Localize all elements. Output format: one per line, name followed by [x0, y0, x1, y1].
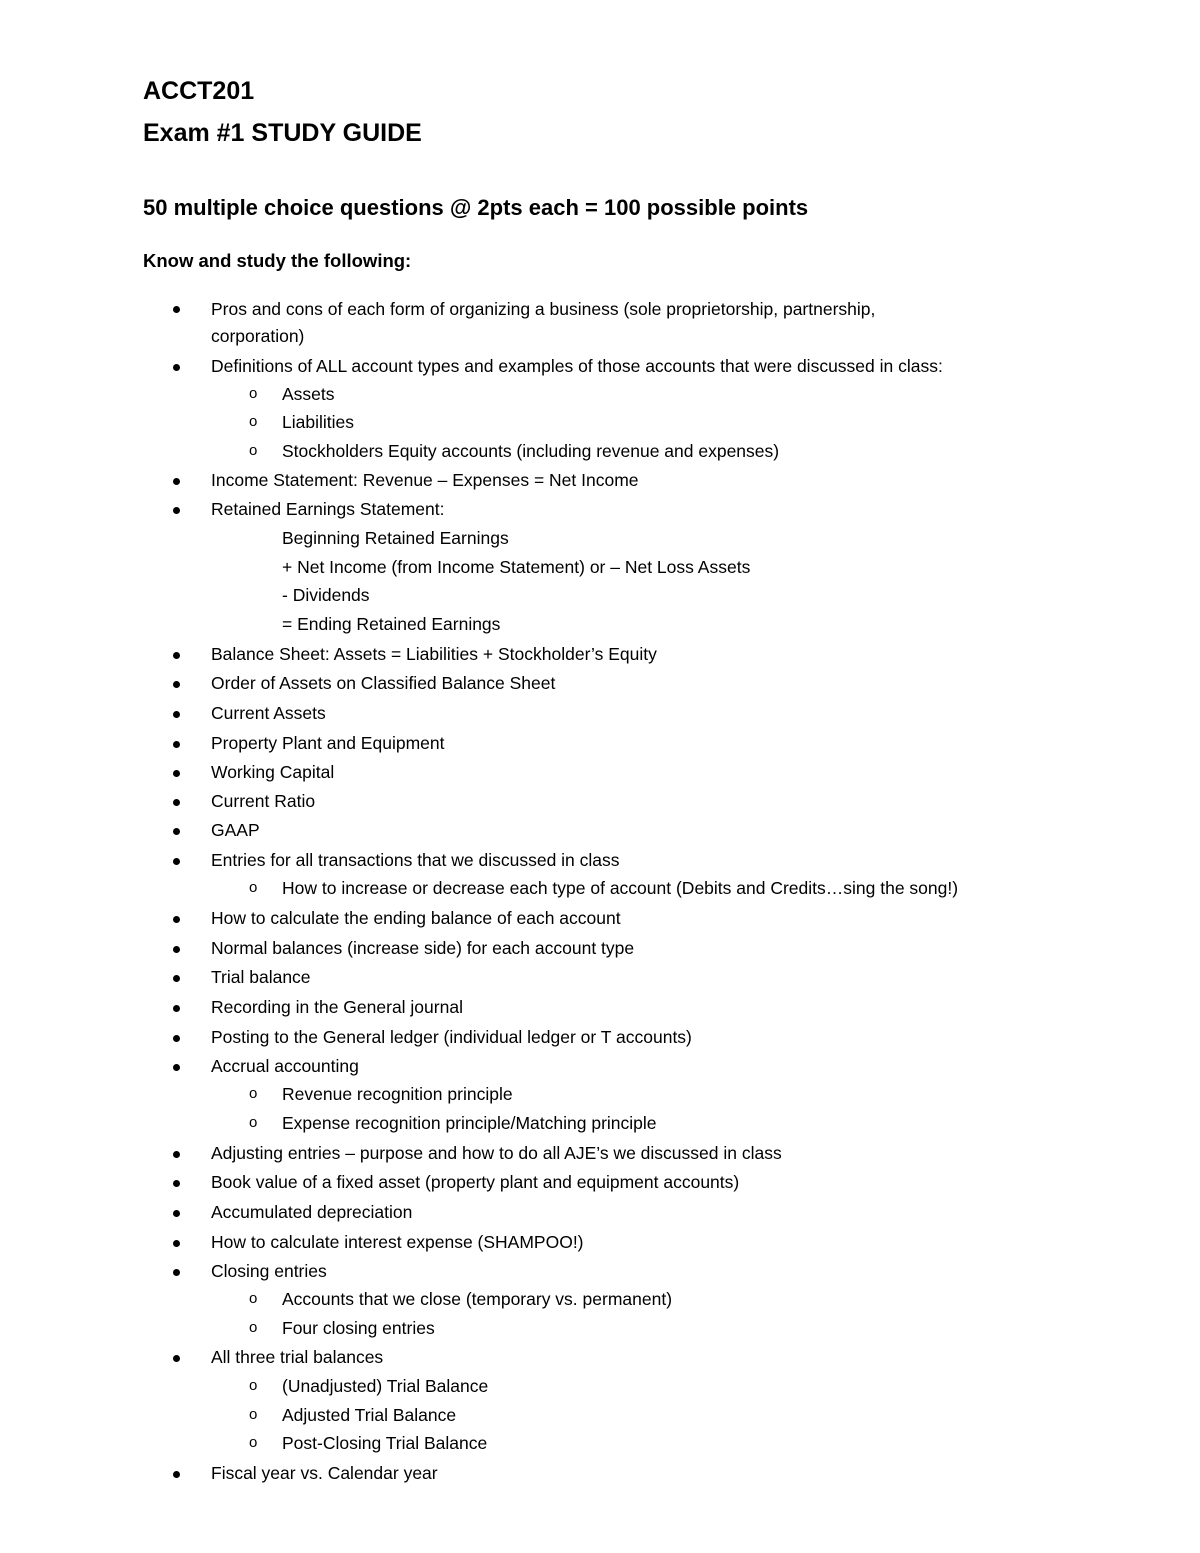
sub-bullet-icon: o: [249, 1434, 258, 1451]
statement-line: - Dividends: [282, 585, 370, 605]
list-item: Income Statement: Revenue – Expenses = Net Income: [211, 470, 639, 490]
bullet-icon: [173, 364, 180, 371]
sub-list-item: Assets: [282, 384, 335, 404]
sub-bullet-icon: o: [249, 385, 258, 402]
list-item: Property Plant and Equipment: [211, 733, 445, 753]
bullet-icon: [173, 799, 180, 806]
sub-list-item: (Unadjusted) Trial Balance: [282, 1376, 489, 1396]
sub-bullet-icon: o: [249, 1319, 258, 1336]
bullet-icon: [173, 770, 180, 777]
sub-list-item: Accounts that we close (temporary vs. permanent): [282, 1289, 673, 1309]
list-item: Accrual accounting: [211, 1056, 359, 1076]
bullet-icon: [173, 916, 180, 923]
list-item-continuation: corporation): [211, 326, 305, 346]
sub-bullet-icon: o: [249, 442, 258, 459]
sub-bullet-icon: o: [249, 1085, 258, 1102]
sub-list-item: Revenue recognition principle: [282, 1084, 513, 1104]
statement-line: Beginning Retained Earnings: [282, 528, 509, 548]
bullet-icon: [173, 741, 180, 748]
list-item: How to calculate interest expense (SHAMPOO!): [211, 1232, 584, 1252]
sub-list-item: Post-Closing Trial Balance: [282, 1433, 488, 1453]
list-item: All three trial balances: [211, 1347, 384, 1367]
sub-bullet-icon: o: [249, 1114, 258, 1131]
bullet-icon: [173, 1005, 180, 1012]
sub-bullet-icon: o: [249, 1377, 258, 1394]
bullet-icon: [173, 711, 180, 718]
list-item: GAAP: [211, 820, 260, 840]
list-item: Book value of a fixed asset (property plant and equipment accounts): [211, 1172, 740, 1192]
bullet-icon: [173, 975, 180, 982]
sub-bullet-icon: o: [249, 1406, 258, 1423]
bullet-icon: [173, 681, 180, 688]
exam-title: Exam #1 STUDY GUIDE: [143, 119, 422, 147]
bullet-icon: [173, 1180, 180, 1187]
sub-list-item: Four closing entries: [282, 1318, 435, 1338]
statement-line: + Net Income (from Income Statement) or – Net Loss Assets: [282, 557, 751, 577]
bullet-icon: [173, 1210, 180, 1217]
sub-bullet-icon: o: [249, 413, 258, 430]
list-item: Working Capital: [211, 762, 335, 782]
list-item: Trial balance: [211, 967, 311, 987]
list-item: Posting to the General ledger (individual ledger or T accounts): [211, 1027, 692, 1047]
bullet-icon: [173, 507, 180, 514]
list-item: Current Ratio: [211, 791, 316, 811]
bullet-icon: [173, 828, 180, 835]
list-item: Recording in the General journal: [211, 997, 463, 1017]
bullet-icon: [173, 858, 180, 865]
list-item: Fiscal year vs. Calendar year: [211, 1463, 438, 1483]
course-code: ACCT201: [143, 77, 255, 105]
bullet-icon: [173, 946, 180, 953]
bullet-icon: [173, 1240, 180, 1247]
bullet-icon: [173, 1471, 180, 1478]
sub-list-item: Stockholders Equity accounts (including revenue and expenses): [282, 441, 780, 461]
list-item: How to calculate the ending balance of each account: [211, 908, 621, 928]
sub-list-item: Liabilities: [282, 412, 354, 432]
sub-list-item: How to increase or decrease each type of account (Debits and Credits…sing the song!): [282, 878, 959, 898]
statement-line: = Ending Retained Earnings: [282, 614, 501, 634]
list-item: Entries for all transactions that we discussed in class: [211, 850, 620, 870]
sub-bullet-icon: o: [249, 879, 258, 896]
bullet-icon: [173, 306, 180, 313]
list-item: Definitions of ALL account types and examples of those accounts that were discussed in class:: [211, 356, 943, 376]
bullet-icon: [173, 1151, 180, 1158]
sub-bullet-icon: o: [249, 1290, 258, 1307]
list-item: Pros and cons of each form of organizing a business (sole proprietorship, partnership,: [211, 299, 876, 319]
sub-list-item: Adjusted Trial Balance: [282, 1405, 457, 1425]
exam-summary: 50 multiple choice questions @ 2pts each = 100 possible points: [143, 195, 809, 220]
study-intro: Know and study the following:: [143, 250, 412, 271]
bullet-icon: [173, 478, 180, 485]
list-item: Current Assets: [211, 703, 326, 723]
bullet-icon: [173, 1355, 180, 1362]
list-item: Normal balances (increase side) for each account type: [211, 938, 635, 958]
list-item: Retained Earnings Statement:: [211, 499, 445, 519]
sub-list-item: Expense recognition principle/Matching principle: [282, 1113, 657, 1133]
bullet-icon: [173, 1035, 180, 1042]
list-item: Adjusting entries – purpose and how to do all AJE’s we discussed in class: [211, 1143, 782, 1163]
bullet-icon: [173, 652, 180, 659]
list-item: Order of Assets on Classified Balance Sheet: [211, 673, 556, 693]
bullet-icon: [173, 1064, 180, 1071]
list-item: Closing entries: [211, 1261, 327, 1281]
list-item: Accumulated depreciation: [211, 1202, 413, 1222]
list-item: Balance Sheet: Assets = Liabilities + Stockholder’s Equity: [211, 644, 657, 664]
bullet-icon: [173, 1269, 180, 1276]
